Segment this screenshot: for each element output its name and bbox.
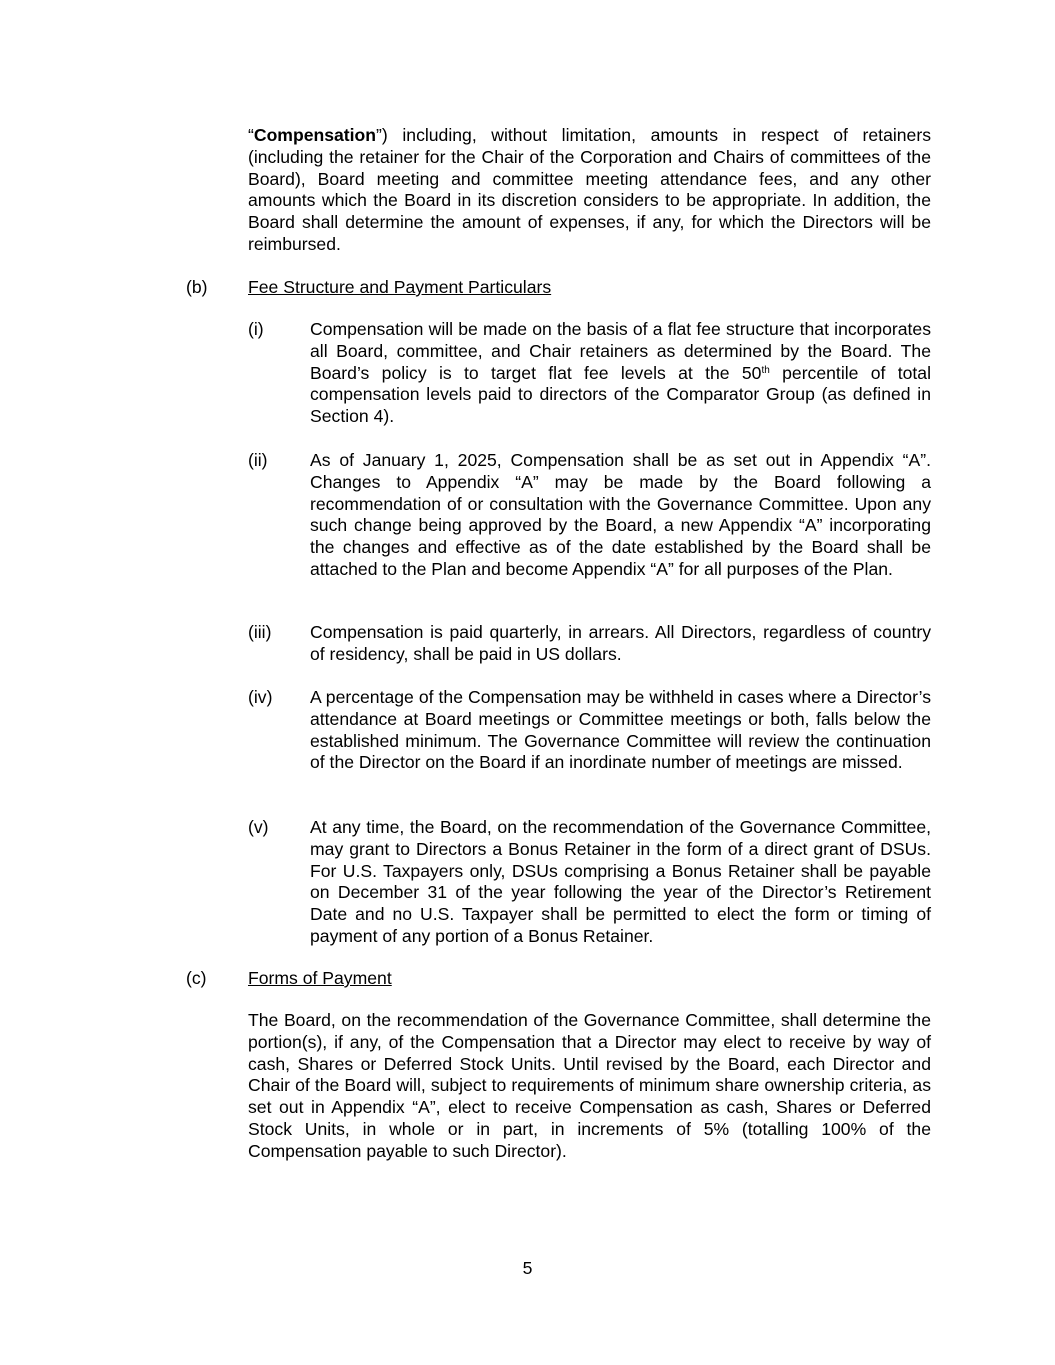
intro-paragraph <box>248 125 931 256</box>
item-iv-paragraph: A percentage of the Compensation may be withheld in cases where a Director’s attendance at Board meetings or Committee meetings or both, falls below the established minimum. The Governance Committee will review the continuation of the Director on the Board if an inordinate number of meetings are missed. <box>310 687 931 773</box>
intro-open-quote: “ <box>248 125 254 145</box>
item-iii-label: (iii) <box>248 622 272 642</box>
section-b-label: (b) <box>186 277 208 297</box>
item-i-superscript: th <box>761 364 770 376</box>
item-v-label: (v) <box>248 817 269 837</box>
section-c-label: (c) <box>186 968 207 988</box>
section-c-paragraph <box>248 1010 931 1163</box>
item-ii-paragraph: As of January 1, 2025, Compensation shall be as set out in Appendix “A”. Changes to Appendix “A” may be made by the Board following a recommendation of or consultation with the Governance Committee. Upon any such change being approved by the Board, a new Appendix “A” incorporating the changes and effective as of the date established by the Board shall be attached to the Plan and become Appendix “A” for all purposes of the Plan. <box>310 450 931 579</box>
section-c-text: The Board, on the recommendation of the Governance Committee, shall determine the portion(s), if any, of the Compensation that a Director may elect to receive by way of cash, Shares or Deferred Stock Units. Until revised by the Board, each Director and Chair of the Board will, subject to requirements of minimum share ownership criteria, as set out in Appendix “A”, elect to receive Compensation as cash, Shares or Deferred Stock Units, in whole or in part, in increments of 5% (totalling 100% of the Compensation payable to such Director). <box>248 1010 931 1161</box>
section-c-heading: Forms of Payment <box>248 968 392 988</box>
item-v-paragraph: At any time, the Board, on the recommendation of the Governance Committee, may grant to Directors a Bonus Retainer in the form of a direct grant of DSUs. For U.S. Taxpayers only, DSUs comprising a Bonus Retainer shall be payable on December 31 of the year following the year of the Director’s Retirement Date and no U.S. Taxpayer shall be permitted to elect the form or timing of payment of any portion of a Bonus Retainer. <box>310 817 931 946</box>
item-iii-paragraph: Compensation is paid quarterly, in arrears. All Directors, regardless of country of residency, shall be paid in US dollars. <box>310 622 931 664</box>
item-i-text <box>310 319 931 428</box>
item-iv-text <box>310 687 931 774</box>
item-iv-label: (iv) <box>248 687 273 707</box>
section-b-heading: Fee Structure and Payment Particulars <box>248 277 552 297</box>
intro-defined-term: Compensation <box>253 125 377 145</box>
item-i-text-part2: percentile of total compensation levels paid to directors of the Comparator Group (as defined in Section 4). <box>310 362 931 427</box>
item-v-text <box>310 817 931 948</box>
item-ii-text <box>310 450 931 581</box>
intro-text: ”) including, without limitation, amounts in respect of retainers (including the retainer for the Chair of the Corporation and Chairs of committees of the Board), Board meeting and committee meeting attendance fees, and any other amounts which the Board in its discretion considers to be appropriate. In addition, the Board shall determine the amount of expenses, if any, for which the Directors will be reimbursed. <box>248 125 931 254</box>
page-number: 5 <box>522 1258 533 1278</box>
item-i-label: (i) <box>248 319 264 339</box>
item-iii-text <box>310 622 931 666</box>
item-ii-label: (ii) <box>248 450 268 470</box>
item-i-text-part1: Compensation will be made on the basis of a flat fee structure that incorporates all Board, committee, and Chair retainers as determined by the Board. The Board’s policy is to target flat fee levels at the 50 <box>310 319 931 383</box>
